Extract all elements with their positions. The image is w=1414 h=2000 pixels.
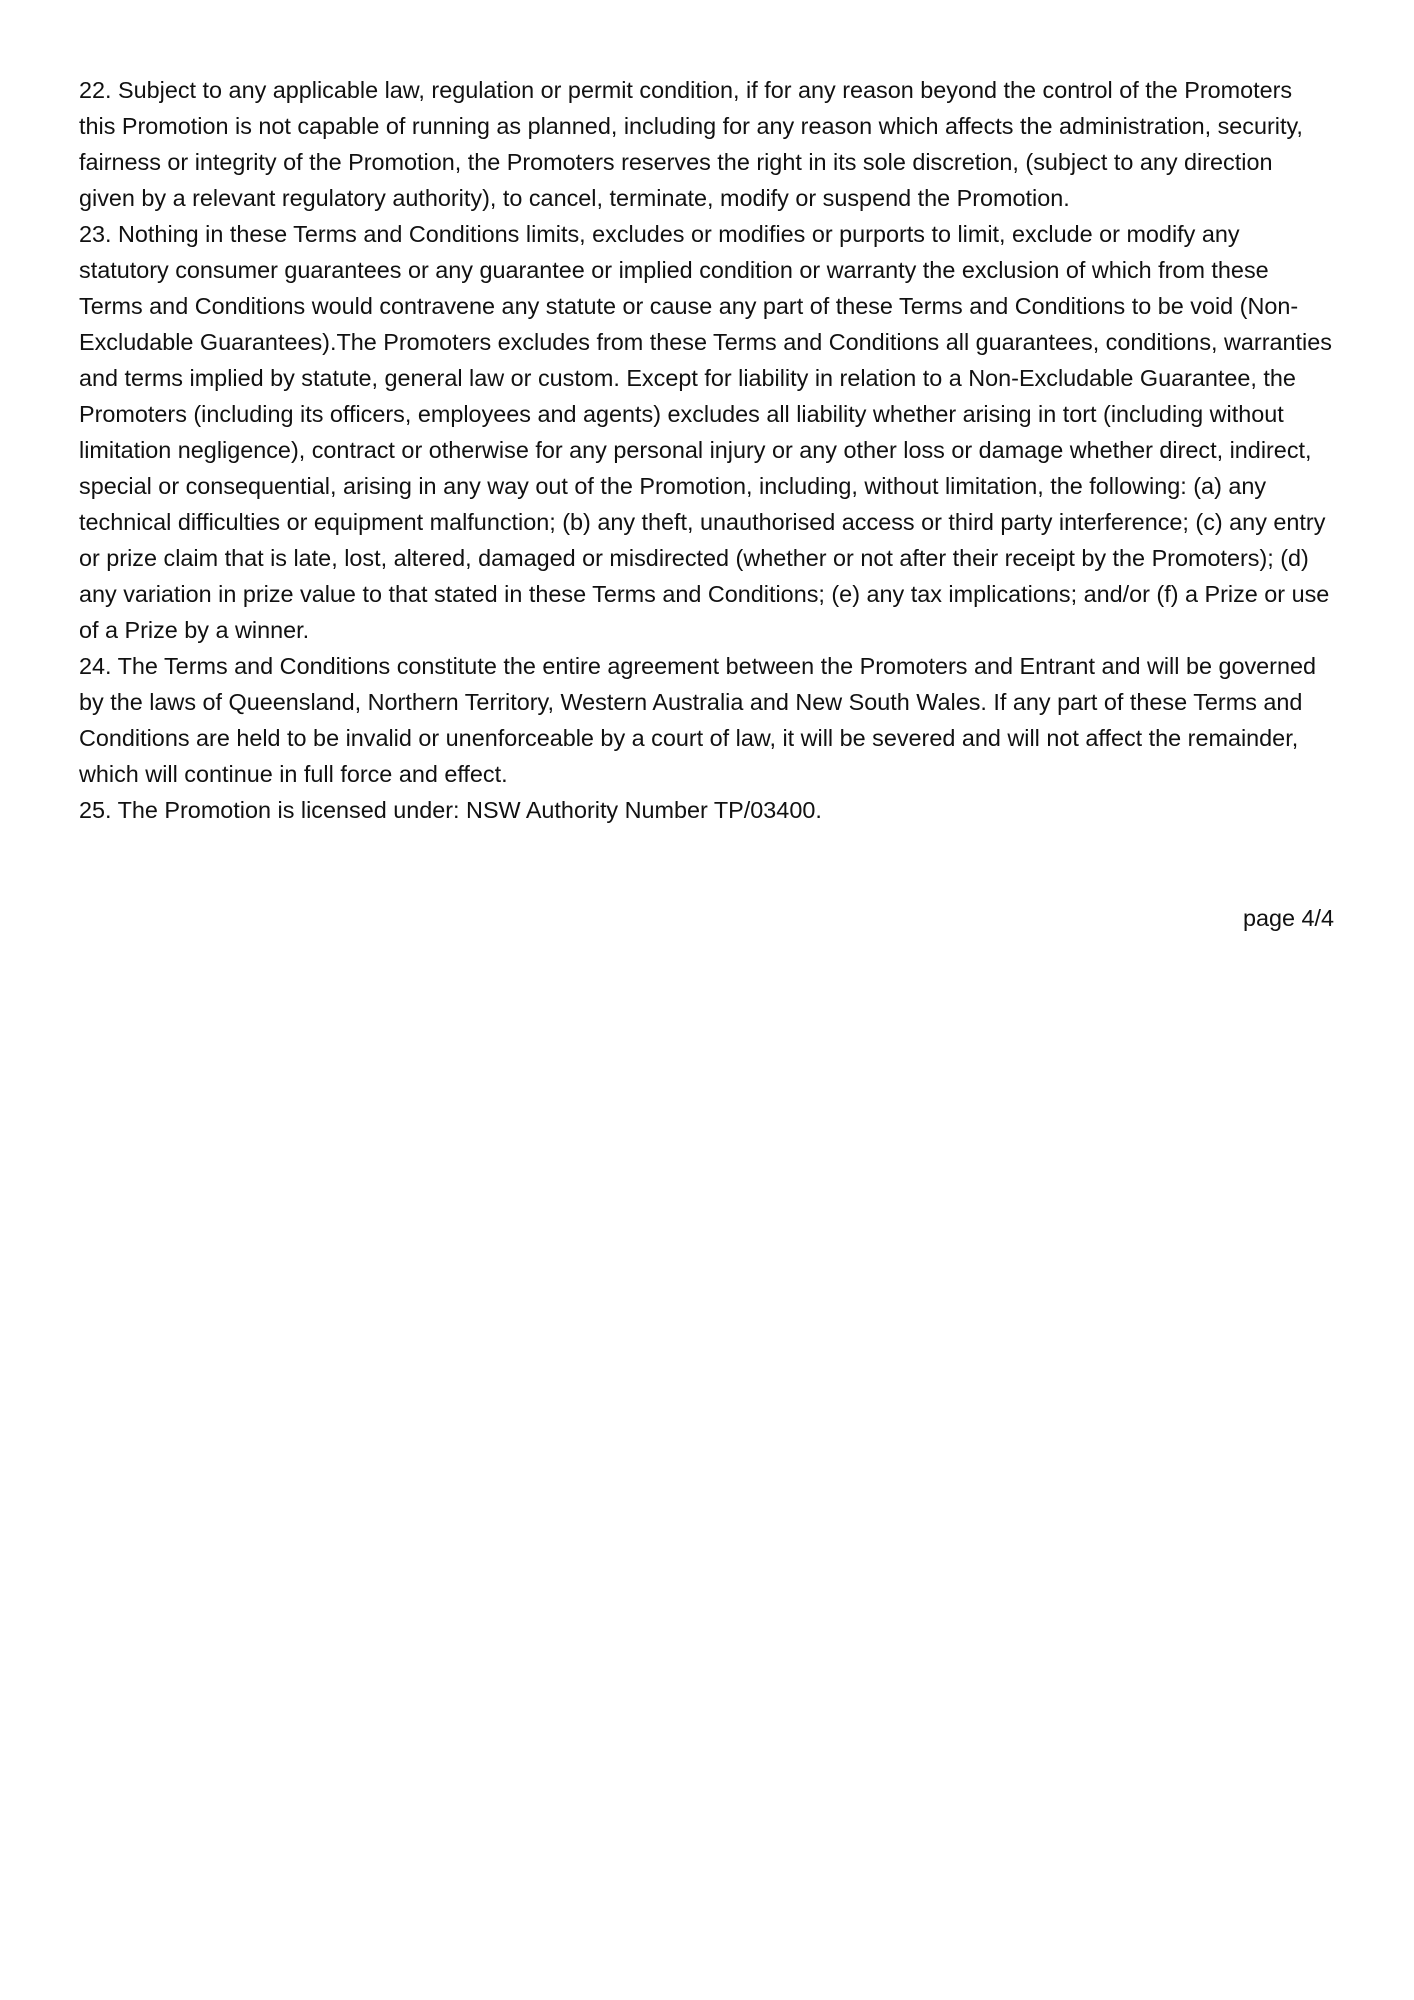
clause-24 <box>79 648 1334 792</box>
page-number: page 4/4 <box>1242 905 1334 931</box>
clause-number: 23. <box>79 221 112 247</box>
clause-text: Nothing in these Terms and Conditions limits, excludes or modifies or purports to limit, exclude or modify any statutory consumer guarantees or any guarantee or implied condition or warranty the exclusion of which from these Terms and Conditions would contravene any statute or cause any part of these Terms and Conditions to be void (Non-Excludable Guarantees).The Promoters excludes from these Terms and Conditions all guarantees, conditions, warranties and terms implied by statute, general law or custom. Except for liability in relation to a Non-Excludable Guarantee, the Promoters (including its officers, employees and agents) excludes all liability whether arising in tort (including without limitation negligence), contract or otherwise for any personal injury or any other loss or damage whether direct, indirect, special or consequential, arising in any way out of the Promotion, including, without limitation, the following: (a) any technical difficulties or equipment malfunction; (b) any theft, unauthorised access or third party interference; (c) any entry or prize claim that is late, lost, altered, damaged or misdirected (whether or not after their receipt by the Promoters); (d) any variation in prize value to that stated in these Terms and Conditions; (e) any tax implications; and/or (f) a Prize or use of a Prize by a winner. <box>79 221 1332 643</box>
clause-22 <box>79 72 1334 216</box>
clause-text: The Terms and Conditions constitute the entire agreement between the Promoters and Entrant and will be governed by the laws of Queensland, Northern Territory, Western Australia and New South Wales. If any part of these Terms and Conditions are held to be invalid or unenforceable by a court of law, it will be severed and will not affect the remainder, which will continue in full force and effect. <box>79 653 1317 787</box>
clause-25 <box>79 792 1334 828</box>
clause-number: 22. <box>79 77 112 103</box>
clause-number: 24. <box>79 653 112 679</box>
clause-text: The Promotion is licensed under: NSW Authority Number TP/03400. <box>117 797 822 823</box>
clause-number: 25. <box>79 797 112 823</box>
terms-content <box>79 72 1334 828</box>
clause-text: Subject to any applicable law, regulation or permit condition, if for any reason beyond the control of the Promoters this Promotion is not capable of running as planned, including for any reason which affects the administration, security, fairness or integrity of the Promotion, the Promoters reserves the right in its sole discretion, (subject to any direction given by a relevant regulatory authority), to cancel, terminate, modify or suspend the Promotion. <box>79 77 1303 211</box>
clause-23 <box>79 216 1334 648</box>
